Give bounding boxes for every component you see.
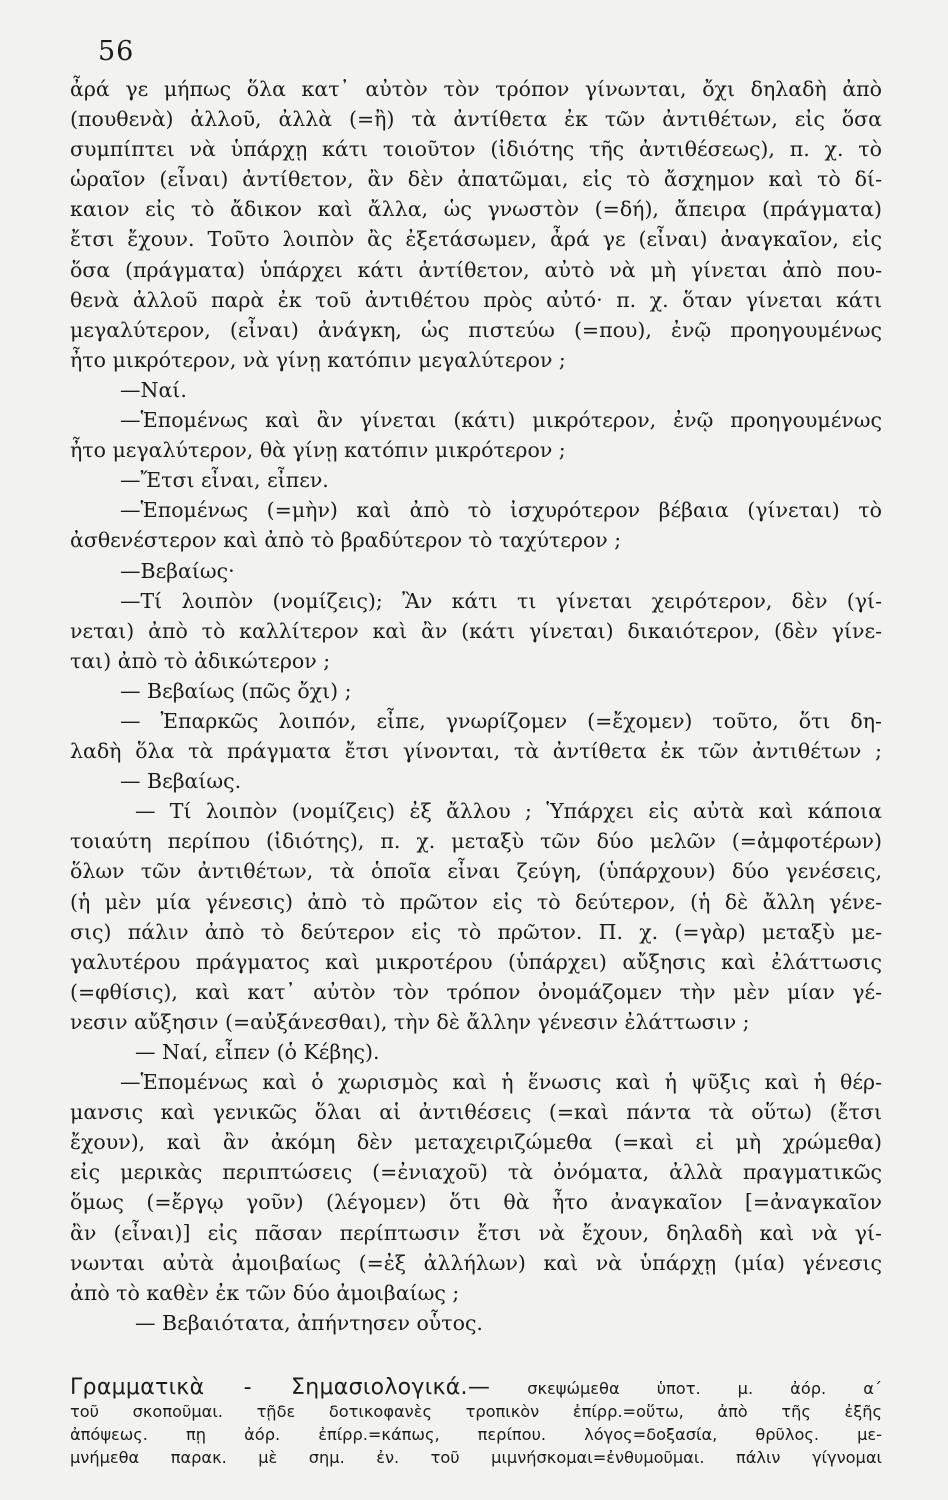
text-line: ὡραῖον (εἶναι) ἀντίθετον, ἂν δὲν ἀπατῶμαι, εἰς τὸ ἄσχημον καὶ τὸ δί- <box>70 167 882 192</box>
text-line: ἀπὸ τὸ καθὲν ἐκ τῶν δύο ἀμοιβαίως ; <box>70 1280 460 1305</box>
dialogue-line: —Τί λοιπὸν (νομίζεις); Ἂν κάτι τι γίνεται χειρότερον, δὲν (γί- <box>120 588 882 613</box>
dialogue-line: — Βεβαίως. <box>120 769 242 794</box>
grammar-line: σκεψώμεθα ὑποτ. μ. ἀόρ. α΄ <box>527 1379 882 1398</box>
page-number: 56 <box>98 36 135 67</box>
grammar-line: ἀπόψεως. πῃ ἀόρ. ἐπίρρ.=κάπως, περίπου. λόγος=δοξασία, θρῦλος. με- <box>70 1425 882 1444</box>
grammar-notes <box>70 1376 882 1469</box>
text-line: γαλυτέρου πράγματος καὶ μικροτέρου (ὑπάρχει) αὔξησις καὶ ἐλάττωσις <box>70 949 882 974</box>
dialogue-line: — Βεβαίως (πῶς ὄχι) ; <box>120 678 352 703</box>
text-line: ἀσθενέστερον καὶ ἀπὸ τὸ βραδύτερον τὸ ταχύτερον ; <box>70 528 622 553</box>
text-line: ἔτσι ἔχουν. Τοῦτο λοιπὸν ἂς ἐξετάσωμεν, ἆρά γε (εἶναι) ἀναγκαῖον, εἰς <box>70 227 882 252</box>
dialogue-line: —Ἔτσι εἶναι, εἶπεν. <box>120 468 329 493</box>
grammar-title: Γραμματικὰ - Σημασιολογικά.— <box>70 1375 491 1400</box>
text-line: (ἡ μὲν μία γένεσις) ἀπὸ τὸ πρῶτον εἰς τὸ δεύτερον, (ἡ δὲ ἄλλη γένε- <box>70 889 882 914</box>
text-line: ἔχουν), καὶ ἂν ἀκόμη δὲν μεταχειριζώμεθα (=καὶ εἰ μὴ χρώμεθα) <box>70 1130 882 1155</box>
text-line: νεται) ἀπὸ τὸ καλλίτερον καὶ ἂν (κάτι γίνεται) δικαιότερον, (δὲν γίνε- <box>70 618 882 643</box>
text-line: νωνται αὐτὰ ἀμοιβαίως (=ἐξ ἀλλήλων) καὶ νὰ ὑπάρχῃ (μία) γένεσις <box>70 1250 882 1275</box>
main-text <box>70 74 882 1338</box>
grammar-line: τοῦ σκοποῦμαι. τῇδε δοτικοφανὲς τροπικὸν ἐπίρρ.=οὕτω, ἀπὸ τῆς ἐξῆς <box>70 1402 882 1421</box>
text-line: θενὰ ἀλλοῦ παρὰ ἐκ τοῦ ἀντιθέτου πρὸς αὐτό· π. χ. ὅταν γίνεται κάτι <box>70 287 882 312</box>
text-line: ὅλων τῶν ἀντιθέτων, τὰ ὁποῖα εἶναι ζεύγη, (ὑπάρχουν) δύο γενέσεις, <box>70 859 882 884</box>
text-line: νεσιν αὔξησιν (=αὐξάνεσθαι), τὴν δὲ ἄλλην γένεσιν ἐλάττωσιν ; <box>70 1009 750 1034</box>
text-line: ται) ἀπὸ τὸ ἀδικώτερον ; <box>70 648 331 673</box>
dialogue-line: —Βεβαίως· <box>120 558 235 583</box>
text-line: ὅσα (πράγματα) ὑπάρχει κάτι ἀντίθετον, αὐτὸ νὰ μὴ γίνεται ἀπὸ που- <box>70 257 882 282</box>
text-line: μεγαλύτερον, (εἶναι) ἀνάγκη, ὡς πιστεύω (=που), ἐνῷ προηγουμένως <box>70 317 882 342</box>
dialogue-line: —Ἑπομένως καὶ ὁ χωρισμὸς καὶ ἡ ἕνωσις καὶ ἡ ψῦξις καὶ ἡ θέρ- <box>120 1070 882 1095</box>
dialogue-line: — Ναί, εἶπεν (ὁ Κέβης). <box>135 1040 380 1064</box>
dialogue-line: — Ἐπαρκῶς λοιπόν, εἶπε, γνωρίζομεν (=ἔχομεν) τοῦτο, ὅτι δη- <box>120 708 882 733</box>
text-line: καιον εἰς τὸ ἄδικον καὶ ἄλλα, ὡς γνωστὸν (=δή), ἄπειρα (πράγματα) <box>70 197 882 222</box>
text-line: ἂν (εἶναι)] εἰς πᾶσαν περίπτωσιν ἔτσι νὰ ἔχουν, δηλαδὴ καὶ νὰ γί- <box>70 1220 882 1245</box>
grammar-first-line <box>70 1376 882 1400</box>
text-line: ἆρά γε μήπως ὅλα κατ᾽ αὐτὸν τὸν τρόπον γίνωνται, ὄχι δηλαδὴ ἀπὸ <box>70 77 882 101</box>
text-line: σις) πάλιν ἀπὸ τὸ δεύτερον εἰς τὸ πρῶτον. Π. χ. (=γὰρ) μεταξὺ με- <box>70 919 882 944</box>
text-line: (=φθίσις), καὶ κατ᾽ αὐτὸν τὸν τρόπον ὀνομάζομεν τὴν μὲν μίαν γέ- <box>70 979 882 1004</box>
grammar-line: μνήμεθα παρακ. μὲ σημ. ἐν. τοῦ μιμνήσκομαι=ἐνθυμοῦμαι. πάλιν γίγνομαι <box>70 1448 882 1467</box>
dialogue-line: —Ἑπομένως (=μὴν) καὶ ἀπὸ τὸ ἰσχυρότερον βέβαια (γίνεται) τὸ <box>120 498 882 523</box>
dialogue-line: —Ναί. <box>120 377 187 402</box>
text-line: ἦτο μικρότερον, νὰ γίνῃ κατόπιν μεγαλύτερον ; <box>70 347 566 372</box>
text-line: ὅμως (=ἔργῳ γοῦν) (λέγομεν) ὅτι θὰ ἦτο ἀναγκαῖον [=ἀναγκαῖον <box>70 1190 882 1215</box>
dialogue-line: — Βεβαιότατα, ἀπήντησεν οὗτος. <box>135 1310 483 1335</box>
text-line: εἰς μερικὰς περιπτώσεις (=ἐνιαχοῦ) τὰ ὀνόματα, ἀλλὰ πραγματικῶς <box>70 1160 882 1185</box>
text-line: συμπίπτει νὰ ὑπάρχῃ κάτι τοιοῦτον (ἰδιότης τῆς ἀντιθέσεως), π. χ. τὸ <box>70 137 882 162</box>
text-line: τοιαύτη περίπου (ἰδιότης), π. χ. μεταξὺ τῶν δύο μελῶν (=ἀμφοτέρων) <box>70 829 882 854</box>
text-line: μανσις καὶ γενικῶς ὅλαι αἱ ἀντιθέσεις (=καὶ πάντα τὰ οὕτω) (ἔτσι <box>70 1100 882 1125</box>
dialogue-line: — Τί λοιπὸν (νομίζεις) ἐξ ἄλλου ; Ὑπάρχει εἰς αὐτὰ καὶ κάποια <box>135 799 882 824</box>
text-line: ἦτο μεγαλύτερον, θὰ γίνῃ κατόπιν μικρότερον ; <box>70 438 566 463</box>
text-line: λαδὴ ὅλα τὰ πράγματα ἔτσι γίνονται, τὰ ἀντίθετα ἐκ τῶν ἀντιθέτων ; <box>70 739 882 764</box>
text-line: (πουθενὰ) ἀλλοῦ, ἀλλὰ (=ἢ) τὰ ἀντίθετα ἐκ τῶν ἀντιθέτων, εἰς ὅσα <box>70 107 882 132</box>
dialogue-line: —Ἑπομένως καὶ ἂν γίνεται (κάτι) μικρότερον, ἐνῷ προηγουμένως <box>120 408 882 433</box>
